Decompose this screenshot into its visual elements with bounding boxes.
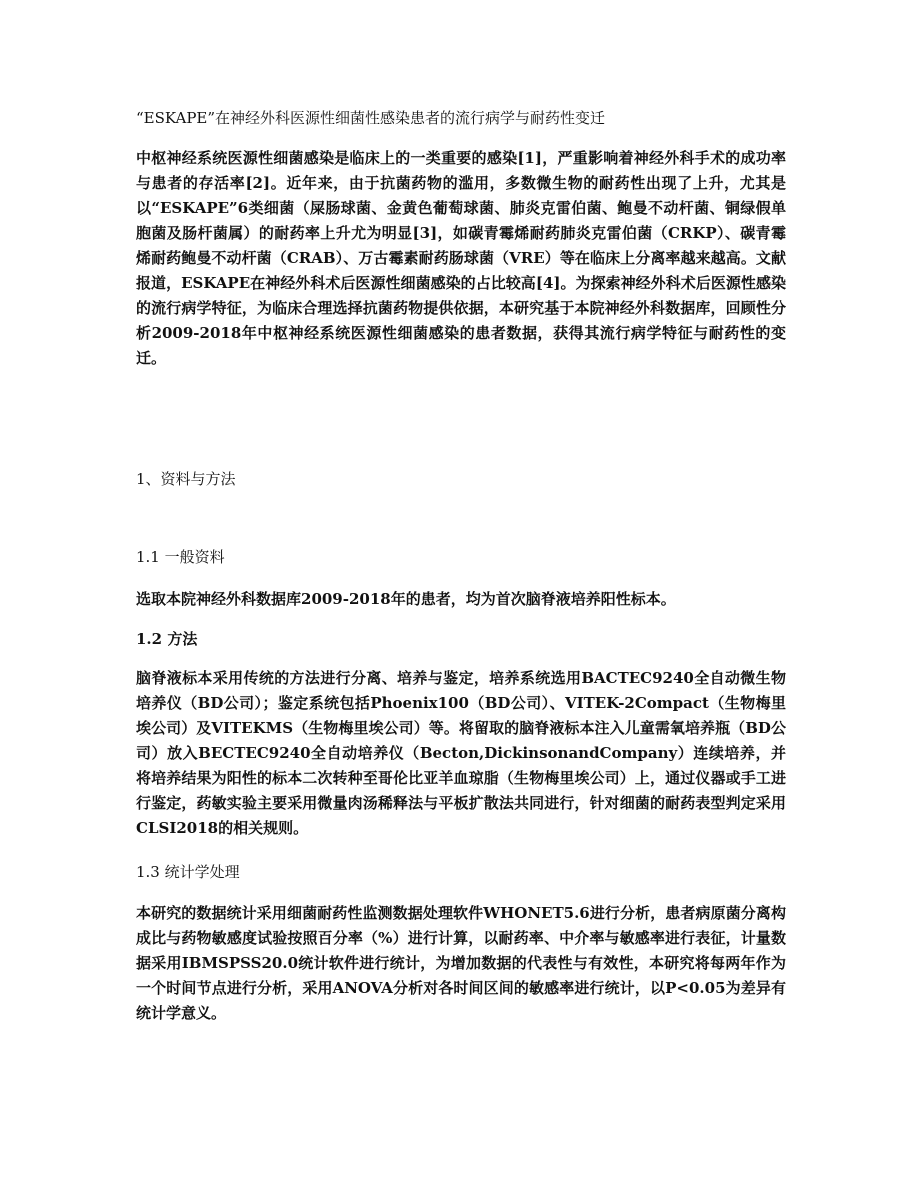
section-heading-1: 1、资料与方法 — [136, 470, 236, 488]
intro-paragraph: 中枢神经系统医源性细菌感染是临床上的一类重要的感染[1]，严重影响着神经外科手术的成功率与患者的存活率[2]。近年来，由于抗菌药物的滥用，多数微生物的耐药性出现了上升，尤其是以“ESKAPE”6类细菌（屎肠球菌、金黄色葡萄球菌、肺炎克雷伯菌、鲍曼不动杆菌、铜绿假单胞菌及肠杆菌属）的耐药率上升尤为明显[3]，如碳青霉烯耐药肺炎克雷伯菌（CRKP）、碳青霉烯耐药鲍曼不动杆菌（CRAB）、万古霉素耐药肠球菌（VRE）等在临床上分离率越来越高。文献报道，ESKAPE在神经外科术后医源性细菌感染的占比较高[4]。为探索神经外科术后医源性感染的流行病学特征，为临床合理选择抗菌药物提供依据，本研究基于本院神经外科数据库，回顾性分析2009-2018年中枢神经系统医源性细菌感染的患者数据，获得其流行病学特征与耐药性的变迁。 — [136, 149, 786, 367]
subsection-text-1-1: 选取本院神经外科数据库2009-2018年的患者，均为首次脑脊液培养阳性标本。 — [136, 590, 676, 608]
subsection-heading-1-2: 1.2 方法 — [136, 630, 198, 648]
subsection-text-1-2: 脑脊液标本采用传统的方法进行分离、培养与鉴定，培养系统选用BACTEC9240全自动微生物培养仪（BD公司）；鉴定系统包括Phoenix100（BD公司）、VITEK-2Compact（生物梅里埃公司）及VITEKMS（生物梅里埃公司）等。将留取的脑脊液标本注入儿童需氧培养瓶（BD公司）放入BECTEC9240全自动培养仪（Becton,DickinsonandCompany）连续培养，并将培养结果为阳性的标本二次转种至哥伦比亚羊血琼脂（生物梅里埃公司）上，通过仪器或手工进行鉴定，药敏实验主要采用微量肉汤稀释法与平板扩散法共同进行，针对细菌的耐药表型判定采用CLSI2018的相关规则。 — [136, 669, 786, 837]
subsection-text-1-3: 本研究的数据统计采用细菌耐药性监测数据处理软件WHONET5.6进行分析，患者病原菌分离构成比与药物敏感度试验按照百分率（%）进行计算，以耐药率、中介率与敏感率进行表征，计量数据采用IBMSPSS20.0统计软件进行统计，为增加数据的代表性与有效性，本研究将每两年作为一个时间节点进行分析，采用ANOVA分析对各时间区间的敏感率进行统计，以P<0.05为差异有统计学意义。 — [136, 904, 786, 1022]
subsection-heading-1-1: 1.1 一般资料 — [136, 548, 225, 566]
subsection-heading-1-3: 1.3 统计学处理 — [136, 863, 240, 881]
document-title: “ESKAPE”在神经外科医源性细菌性感染患者的流行病学与耐药性变迁 — [136, 109, 606, 127]
